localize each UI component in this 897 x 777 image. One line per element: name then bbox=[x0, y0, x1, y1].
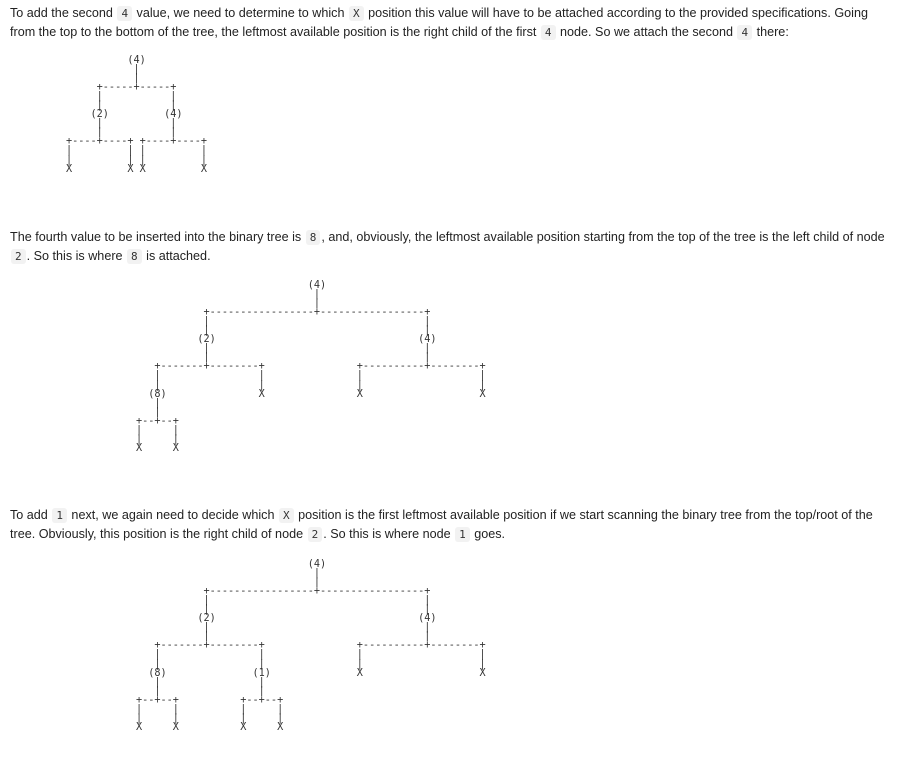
text-segment: The fourth value to be inserted into the binary tree is bbox=[10, 230, 305, 244]
inline-code: 4 bbox=[737, 25, 752, 40]
inline-code: 8 bbox=[306, 230, 321, 245]
text-segment: next, we again need to decide which bbox=[67, 508, 278, 522]
text-segment: node. So we attach the second bbox=[556, 25, 737, 39]
text-segment: , and, obviously, the leftmost available position starting from the top of the tree is the left child of node bbox=[321, 230, 885, 244]
text-segment: position this value will have to be attached according to the provided specifications. Going from the top to the bottom of the tree, the leftmost available position is the right child of the first bbox=[10, 6, 868, 39]
inline-code: 8 bbox=[127, 249, 142, 264]
inline-code: 2 bbox=[11, 249, 26, 264]
inline-code: 2 bbox=[308, 527, 323, 542]
paragraph-add-1 bbox=[10, 506, 888, 544]
paragraph-add-second-4 bbox=[10, 4, 888, 42]
binary-tree-diagram-3: (4) | | +-----------------+-----------------+ | | | | (2) (4) | | | | +-------+--------+ +----------+--------+ | | | | | | | | (8) (1) X X | | | | +--+--+ +--+--+ | | | | | | | | X X X X bbox=[136, 559, 486, 733]
text-segment: To add the second bbox=[10, 6, 117, 20]
paragraph-insert-8 bbox=[10, 228, 888, 266]
inline-code: 4 bbox=[117, 6, 132, 21]
text-segment: . So this is where node bbox=[323, 527, 455, 541]
inline-code: 1 bbox=[455, 527, 470, 542]
inline-code: 1 bbox=[52, 508, 67, 523]
inline-code: X bbox=[279, 508, 294, 523]
binary-tree-diagram-2: (4) | | +-----------------+-----------------+ | | | | (2) (4) | | | | +-------+--------+ +----------+--------+ | | | | | | | | (8) X X X | | +--+--+ | | | | X X bbox=[136, 280, 486, 454]
text-segment: is attached. bbox=[142, 249, 211, 263]
inline-code: X bbox=[349, 6, 364, 21]
text-segment: there: bbox=[753, 25, 789, 39]
text-segment: value, we need to determine to which bbox=[133, 6, 348, 20]
text-segment: . So this is where bbox=[26, 249, 127, 263]
inline-code: 4 bbox=[541, 25, 556, 40]
binary-tree-diagram-1: (4) | | +-----+-----+ | | | | (2) (4) | | | | +----+----+ +----+----+ | | | | | | | | X X X X bbox=[66, 55, 208, 175]
text-segment: goes. bbox=[470, 527, 506, 541]
text-segment: To add bbox=[10, 508, 52, 522]
text-segment: position is the first leftmost available position if we start scanning the binary tree from the top/root of the tree. Obviously, this position is the right child of node bbox=[10, 508, 873, 541]
